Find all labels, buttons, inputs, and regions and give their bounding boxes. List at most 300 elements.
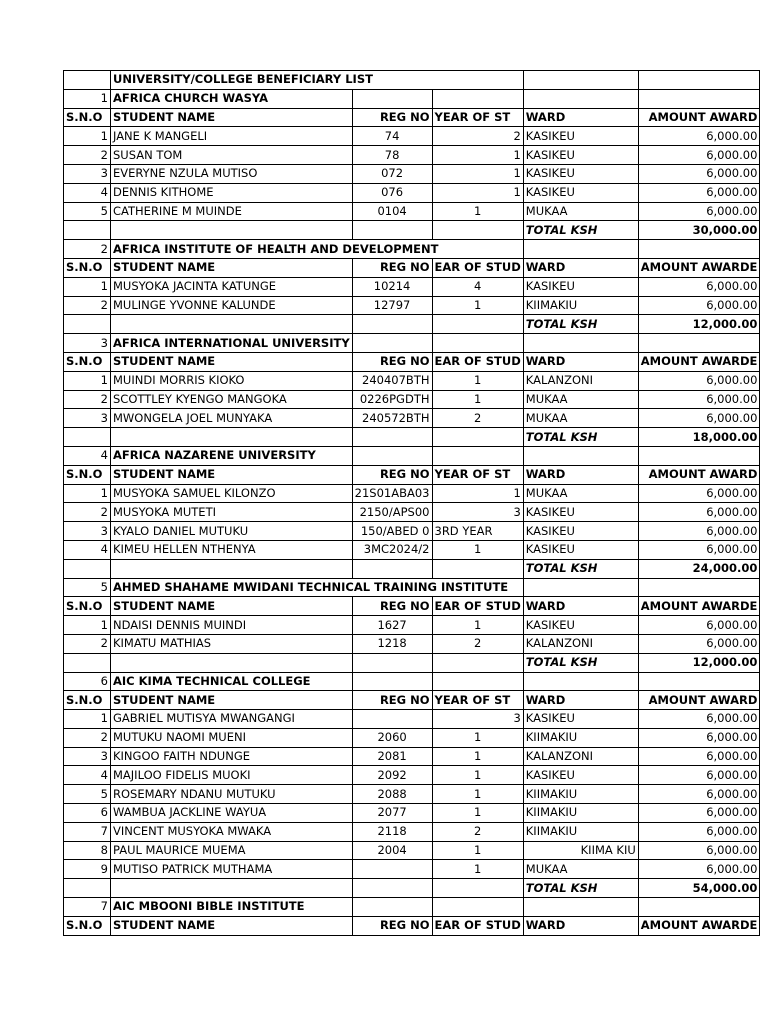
total-row [64,879,760,898]
institution-row [64,446,760,465]
student-year: 1 [432,766,523,785]
student-ward: MUKAA [523,390,638,409]
total-row [64,315,760,334]
table-row [64,710,760,729]
header-sno: S.N.O [64,916,111,935]
student-name: ROSEMARY NDANU MUTUKU [111,785,353,804]
student-sno: 5 [64,202,111,221]
student-reg-no [352,710,432,729]
student-amount: 6,000.00 [638,146,760,165]
cell [352,879,432,898]
student-amount: 6,000.00 [638,766,760,785]
student-sno: 2 [64,296,111,315]
student-reg-no: 076 [352,183,432,202]
cell [352,315,432,334]
student-reg-no: 3MC2024/2 [352,540,432,559]
student-year: 1 [432,747,523,766]
cell [432,879,523,898]
student-sno: 3 [64,522,111,541]
student-year: 1 [432,540,523,559]
student-year: 1 [432,785,523,804]
student-sno: 1 [64,710,111,729]
student-reg-no: 2077 [352,804,432,823]
student-ward: KALANZONI [523,371,638,390]
student-amount: 6,000.00 [638,484,760,503]
header-year-of-study: YEAR OF ST [432,691,523,710]
cell [638,446,760,465]
student-year: 1 [432,841,523,860]
header-student-name: STUDENT NAME [111,465,353,484]
student-reg-no: 0104 [352,202,432,221]
student-ward: KIIMAKIU [523,785,638,804]
student-reg-no: 74 [352,127,432,146]
student-year: 1 [432,371,523,390]
student-name: DENNIS KITHOME [111,183,353,202]
student-name: MUSYOKA MUTETI [111,503,353,522]
total-row [64,428,760,447]
cell [352,334,432,353]
total-amount: 12,000.00 [638,315,760,334]
student-reg-no: 2092 [352,766,432,785]
student-sno: 4 [64,766,111,785]
cell [432,334,523,353]
cell [638,898,760,917]
student-name: MWONGELA JOEL MUNYAKA [111,409,353,428]
header-amount-awarded: AMOUNT AWARDE [638,352,760,371]
student-sno: 1 [64,484,111,503]
student-ward: KASIKEU [523,277,638,296]
header-year-of-study: YEAR OF ST [432,465,523,484]
student-year: 1 [432,860,523,879]
table-body [64,71,760,936]
student-year: 1 [432,390,523,409]
cell [111,559,353,578]
student-sno: 2 [64,146,111,165]
cell [64,428,111,447]
header-sno: S.N.O [64,597,111,616]
page-title: UNIVERSITY/COLLEGE BENEFICIARY LIST [111,71,524,90]
student-year: 2 [432,822,523,841]
student-reg-no: 2060 [352,728,432,747]
cell [638,672,760,691]
cell [523,578,638,597]
student-ward: MUKAA [523,484,638,503]
student-amount: 6,000.00 [638,409,760,428]
student-ward: MUKAA [523,409,638,428]
header-ward: WARD [523,258,638,277]
total-amount: 18,000.00 [638,428,760,447]
student-name: GABRIEL MUTISYA MWANGANGI [111,710,353,729]
student-sno: 2 [64,503,111,522]
column-header-row [64,691,760,710]
student-sno: 3 [64,747,111,766]
cell [352,672,432,691]
student-reg-no: 78 [352,146,432,165]
cell [638,334,760,353]
student-name: KINGOO FAITH NDUNGE [111,747,353,766]
cell [64,221,111,240]
student-amount: 6,000.00 [638,728,760,747]
total-amount: 54,000.00 [638,879,760,898]
header-ward: WARD [523,691,638,710]
cell [64,879,111,898]
student-amount: 6,000.00 [638,296,760,315]
student-reg-no: 240407BTH [352,371,432,390]
student-year: 1 [432,183,523,202]
student-amount: 6,000.00 [638,710,760,729]
title-row [64,71,760,90]
student-year: 1 [432,164,523,183]
total-amount: 30,000.00 [638,221,760,240]
cell [432,672,523,691]
student-name: KIMATU MATHIAS [111,634,353,653]
cell [638,578,760,597]
institution-row [64,334,760,353]
student-name: MUSYOKA JACINTA KATUNGE [111,277,353,296]
student-year: 3 [432,710,523,729]
student-sno: 1 [64,127,111,146]
header-ward: WARD [523,108,638,127]
header-year-of-study: EAR OF STUD [432,597,523,616]
section-number: 3 [64,334,111,353]
student-sno: 7 [64,822,111,841]
cell [352,559,432,578]
table-row [64,371,760,390]
header-amount-awarded: AMOUNT AWARDE [638,258,760,277]
total-label: TOTAL KSH [523,428,638,447]
student-reg-no: 2081 [352,747,432,766]
student-amount: 6,000.00 [638,183,760,202]
student-sno: 1 [64,616,111,635]
student-sno: 4 [64,183,111,202]
student-ward: MUKAA [523,860,638,879]
student-ward: KASIKEU [523,164,638,183]
student-sno: 2 [64,390,111,409]
student-sno: 8 [64,841,111,860]
header-year-of-study: YEAR OF ST [432,108,523,127]
institution-name: AFRICA NAZARENE UNIVERSITY [111,446,353,465]
student-year: 2 [432,634,523,653]
cell [432,898,523,917]
student-amount: 6,000.00 [638,860,760,879]
table-row [64,127,760,146]
student-amount: 6,000.00 [638,747,760,766]
header-sno: S.N.O [64,258,111,277]
table-row [64,540,760,559]
student-reg-no [352,860,432,879]
student-year: 1 [432,202,523,221]
table-row [64,804,760,823]
table-row [64,277,760,296]
student-ward: KASIKEU [523,522,638,541]
student-year: 1 [432,804,523,823]
student-amount: 6,000.00 [638,503,760,522]
student-sno: 4 [64,540,111,559]
student-amount: 6,000.00 [638,540,760,559]
header-student-name: STUDENT NAME [111,597,353,616]
header-sno: S.N.O [64,691,111,710]
student-reg-no: 12797 [352,296,432,315]
cell [432,428,523,447]
student-name: KIMEU HELLEN NTHENYA [111,540,353,559]
student-sno: 3 [64,409,111,428]
student-reg-no: 2150/APS00 [352,503,432,522]
institution-row [64,898,760,917]
header-reg-no: REG NO [352,597,432,616]
header-amount-awarded: AMOUNT AWARDE [638,916,760,935]
header-ward: WARD [523,465,638,484]
student-amount: 6,000.00 [638,127,760,146]
table-row [64,503,760,522]
student-amount: 6,000.00 [638,277,760,296]
student-reg-no: 10214 [352,277,432,296]
section-number: 5 [64,578,111,597]
student-reg-no: 1218 [352,634,432,653]
total-label: TOTAL KSH [523,879,638,898]
cell [352,221,432,240]
student-name: NDAISI DENNIS MUINDI [111,616,353,635]
column-header-row [64,916,760,935]
cell [523,334,638,353]
total-row [64,559,760,578]
student-ward: KASIKEU [523,503,638,522]
student-name: WAMBUA JACKLINE WAYUA [111,804,353,823]
cell [111,879,353,898]
student-name: VINCENT MUSYOKA MWAKA [111,822,353,841]
header-amount-awarded: AMOUNT AWARDE [638,597,760,616]
section-number: 4 [64,446,111,465]
table-row [64,390,760,409]
cell [432,221,523,240]
student-name: CATHERINE M MUINDE [111,202,353,221]
table-row [64,183,760,202]
header-amount-awarded: AMOUNT AWARD [638,108,760,127]
table-row [64,841,760,860]
table-row [64,766,760,785]
header-student-name: STUDENT NAME [111,352,353,371]
header-reg-no: REG NO [352,916,432,935]
student-year: 3RD YEAR [432,522,523,541]
cell [638,89,760,108]
section-number: 1 [64,89,111,108]
cell [111,653,353,672]
student-ward: KALANZONI [523,634,638,653]
header-year-of-study: EAR OF STUD [432,258,523,277]
table-row [64,146,760,165]
student-amount: 6,000.00 [638,164,760,183]
student-name: SUSAN TOM [111,146,353,165]
student-year: 1 [432,484,523,503]
cell [523,89,638,108]
header-student-name: STUDENT NAME [111,691,353,710]
student-sno: 6 [64,804,111,823]
student-name: MUTUKU NAOMI MUENI [111,728,353,747]
student-year: 1 [432,296,523,315]
student-reg-no: 0226PGDTH [352,390,432,409]
student-ward: KASIKEU [523,146,638,165]
student-year: 1 [432,728,523,747]
student-ward: KASIKEU [523,127,638,146]
student-ward: KASIKEU [523,183,638,202]
student-name: MUSYOKA SAMUEL KILONZO [111,484,353,503]
cell [352,446,432,465]
institution-row [64,240,760,259]
student-year: 1 [432,146,523,165]
student-sno: 1 [64,277,111,296]
header-ward: WARD [523,597,638,616]
table-row [64,747,760,766]
student-name: MAJILOO FIDELIS MUOKI [111,766,353,785]
column-header-row [64,465,760,484]
student-reg-no: 2088 [352,785,432,804]
student-name: PAUL MAURICE MUEMA [111,841,353,860]
table-row [64,822,760,841]
student-reg-no: 072 [352,164,432,183]
table-row [64,616,760,635]
institution-row [64,672,760,691]
student-amount: 6,000.00 [638,371,760,390]
header-student-name: STUDENT NAME [111,258,353,277]
institution-name: AIC KIMA TECHNICAL COLLEGE [111,672,353,691]
student-year: 3 [432,503,523,522]
table-row [64,164,760,183]
header-reg-no: REG NO [352,108,432,127]
table-row [64,785,760,804]
column-header-row [64,258,760,277]
cell [111,428,353,447]
header-sno: S.N.O [64,465,111,484]
student-sno: 3 [64,164,111,183]
student-amount: 6,000.00 [638,522,760,541]
section-number: 7 [64,898,111,917]
student-ward: KIIMAKIU [523,728,638,747]
student-reg-no: 2118 [352,822,432,841]
student-name: KYALO DANIEL MUTUKU [111,522,353,541]
table-row [64,202,760,221]
header-amount-awarded: AMOUNT AWARD [638,691,760,710]
student-sno: 1 [64,371,111,390]
beneficiary-table [63,70,760,936]
table-row [64,522,760,541]
cell [352,898,432,917]
student-amount: 6,000.00 [638,785,760,804]
student-name: EVERYNE NZULA MUTISO [111,164,353,183]
header-amount-awarded: AMOUNT AWARD [638,465,760,484]
cell [111,315,353,334]
student-amount: 6,000.00 [638,634,760,653]
total-row [64,221,760,240]
student-amount: 6,000.00 [638,822,760,841]
header-reg-no: REG NO [352,691,432,710]
student-ward: MUKAA [523,202,638,221]
institution-row [64,578,760,597]
student-year: 1 [432,616,523,635]
cell [432,446,523,465]
column-header-row [64,108,760,127]
cell [432,653,523,672]
cell [523,672,638,691]
student-ward: KASIKEU [523,766,638,785]
cell [111,221,353,240]
student-name: JANE K MANGELI [111,127,353,146]
student-sno: 2 [64,634,111,653]
header-ward: WARD [523,352,638,371]
student-year: 2 [432,409,523,428]
student-name: MULINGE YVONNE KALUNDE [111,296,353,315]
student-ward: KIIMA KIU [523,841,638,860]
total-label: TOTAL KSH [523,653,638,672]
header-reg-no: REG NO [352,465,432,484]
student-reg-no: 240572BTH [352,409,432,428]
cell [638,240,760,259]
cell [64,315,111,334]
student-ward: KASIKEU [523,710,638,729]
student-reg-no: 2004 [352,841,432,860]
student-amount: 6,000.00 [638,616,760,635]
student-amount: 6,000.00 [638,804,760,823]
institution-name: AIC MBOONI BIBLE INSTITUTE [111,898,353,917]
student-sno: 9 [64,860,111,879]
student-year: 4 [432,277,523,296]
header-year-of-study: EAR OF STUD [432,352,523,371]
header-student-name: STUDENT NAME [111,108,353,127]
column-header-row [64,597,760,616]
student-amount: 6,000.00 [638,390,760,409]
student-sno: 2 [64,728,111,747]
student-name: MUTISO PATRICK MUTHAMA [111,860,353,879]
total-row [64,653,760,672]
cell [523,446,638,465]
institution-row [64,89,760,108]
cell [432,315,523,334]
cell [352,428,432,447]
header-year-of-study: EAR OF STUD [432,916,523,935]
student-amount: 6,000.00 [638,841,760,860]
institution-name: AFRICA CHURCH WASYA [111,89,353,108]
column-header-row [64,352,760,371]
cell [64,653,111,672]
cell [523,71,638,90]
table-row [64,484,760,503]
cell [523,898,638,917]
student-ward: KIIMAKIU [523,822,638,841]
student-sno: 5 [64,785,111,804]
student-reg-no: 21S01ABA03 [352,484,432,503]
total-label: TOTAL KSH [523,315,638,334]
total-label: TOTAL KSH [523,221,638,240]
table-row [64,296,760,315]
header-sno: S.N.O [64,352,111,371]
cell [432,89,523,108]
student-ward: KASIKEU [523,540,638,559]
cell [638,71,760,90]
cell [432,559,523,578]
institution-name: AFRICA INTERNATIONAL UNIVERSITY [111,334,353,353]
header-ward: WARD [523,916,638,935]
student-ward: KIIMAKIU [523,804,638,823]
cell [64,559,111,578]
cell [64,71,111,90]
total-label: TOTAL KSH [523,559,638,578]
table-row [64,728,760,747]
table-row [64,860,760,879]
header-sno: S.N.O [64,108,111,127]
table-row [64,634,760,653]
student-reg-no: 1627 [352,616,432,635]
student-ward: KALANZONI [523,747,638,766]
header-reg-no: REG NO [352,258,432,277]
cell [352,89,432,108]
